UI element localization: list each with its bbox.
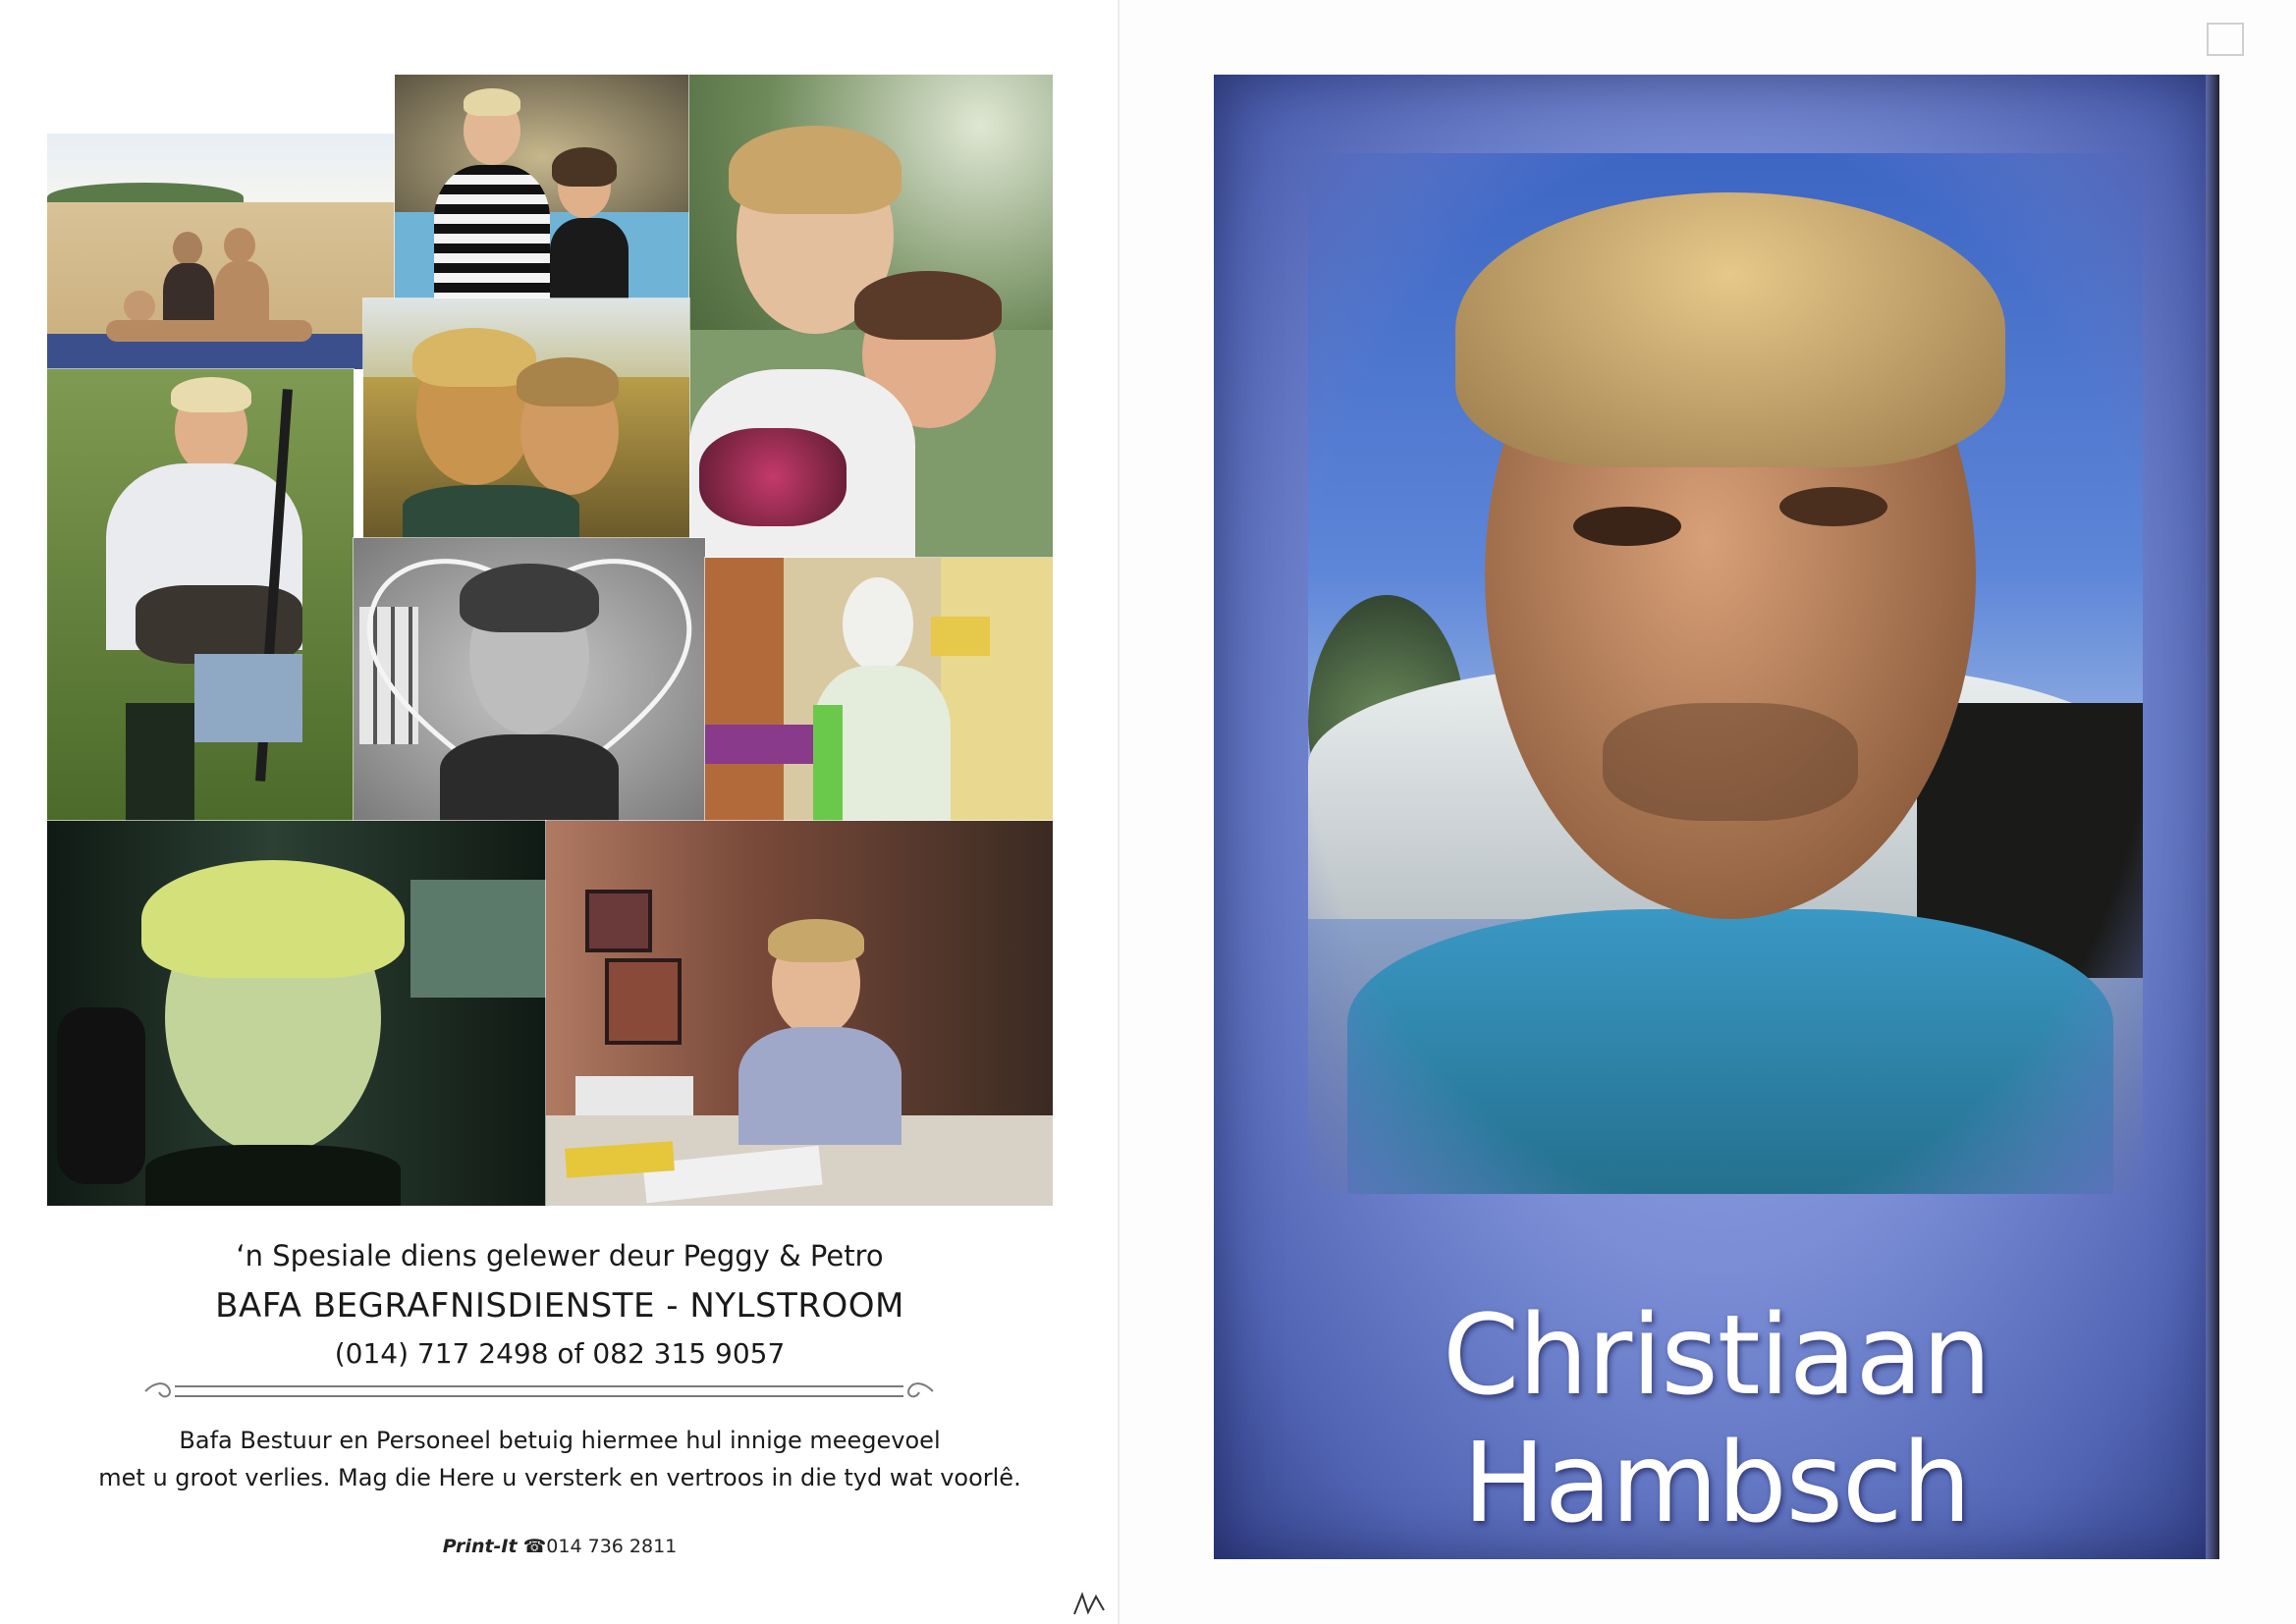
photo-car-selfie xyxy=(47,821,546,1206)
condolence-line-1: Bafa Bestuur en Personeel betuig hiermee hul innige meegevoel xyxy=(179,1427,941,1454)
photo-collage xyxy=(47,75,1053,1206)
funeral-company-name: BAFA BEGRAFNISDIENSTE - NYLSTROOM xyxy=(215,1286,904,1326)
photo-boy-reading xyxy=(546,821,1053,1206)
deceased-name: Christiaan Hambsch xyxy=(1443,1292,1991,1547)
photo-selfie-couple xyxy=(689,75,1053,558)
photo-couple-tent xyxy=(395,75,689,298)
condolence-message xyxy=(0,1422,1120,1496)
printer-brand: Print-It xyxy=(442,1536,518,1557)
photo-hunter xyxy=(47,369,354,821)
photo-close-couple xyxy=(363,298,689,538)
condolence-line-2: met u groot verlies. Mag die Here u versterk en vertroos in die tyd wat voorlê. xyxy=(98,1464,1021,1491)
photo-bandaged-boy xyxy=(705,558,1053,821)
cover-portrait xyxy=(1308,153,2143,1194)
photo-beach-group xyxy=(47,134,395,369)
corner-mark-icon xyxy=(2204,18,2247,61)
printer-credit xyxy=(0,1536,1120,1557)
left-page xyxy=(0,0,1120,1624)
cover-panel xyxy=(1214,75,2219,1559)
photo-heart-portrait xyxy=(354,538,705,821)
pen-mark-icon xyxy=(1070,1589,1110,1618)
company-phone: (014) 717 2498 of 082 315 9057 xyxy=(334,1337,786,1370)
printer-phone: ☎014 736 2811 xyxy=(522,1536,678,1557)
service-credit: ‘n Spesiale diens gelewer deur Peggy & Petro xyxy=(236,1239,884,1272)
ornamental-divider-icon xyxy=(136,1377,943,1406)
